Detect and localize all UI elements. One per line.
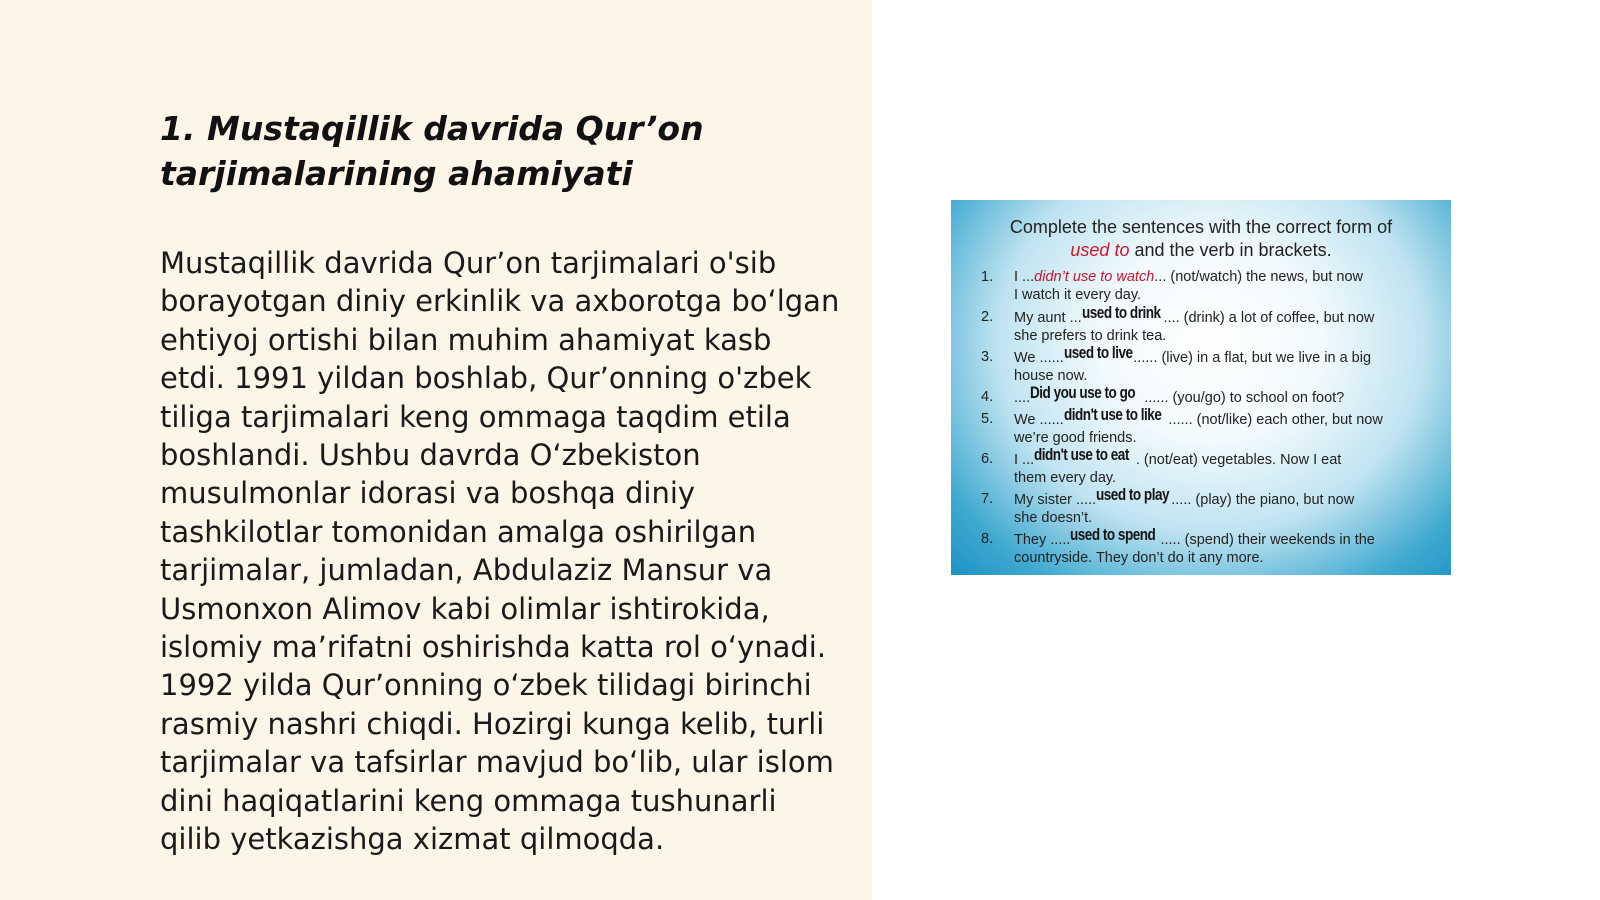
item-text xyxy=(1014,526,1419,567)
item-answer: didn't use to like xyxy=(1063,406,1162,424)
item-text xyxy=(1014,344,1419,385)
item-text xyxy=(1014,304,1419,345)
item-line2: I watch it every day. xyxy=(1014,287,1142,303)
item-suffix: ...... (you/go) to school on foot? xyxy=(1144,390,1345,406)
item-text xyxy=(1014,406,1419,447)
item-prefix: I ... xyxy=(1014,269,1035,285)
item-prefix: We ...... xyxy=(1014,412,1064,428)
item-prefix: We ...... xyxy=(1014,350,1064,366)
item-text xyxy=(1014,268,1419,304)
item-number: 8. xyxy=(981,531,994,547)
item-suffix: ... (not/watch) the news, but now xyxy=(1154,269,1364,285)
item-answer: used to play xyxy=(1096,486,1170,504)
item-prefix: .... xyxy=(1014,390,1031,406)
item-answer: used to drink xyxy=(1081,304,1161,322)
slide-title-line2: tarjimalarining ahamiyati xyxy=(160,154,633,193)
item-line2: she doesn’t. xyxy=(1014,510,1093,526)
item-answer: used to live xyxy=(1063,344,1133,362)
exercise-title-highlight: used to xyxy=(1070,240,1130,260)
item-answer: didn't use to eat xyxy=(1034,446,1129,464)
item-prefix: I ... xyxy=(1014,452,1035,468)
item-suffix: ...... (not/like) each other, but now xyxy=(1168,412,1383,428)
item-prefix: My sister ..... xyxy=(1014,492,1097,508)
item-answer: used to spend xyxy=(1070,526,1156,544)
item-suffix: . (not/eat) vegetables. Now I eat xyxy=(1135,452,1342,468)
item-line2: countryside. They don’t do it any more. xyxy=(1014,550,1264,566)
item-line2: she prefers to drink tea. xyxy=(1014,328,1167,344)
exercise-image xyxy=(951,200,1451,575)
item-suffix: ..... (play) the piano, but now xyxy=(1171,492,1355,508)
item-suffix: .... (drink) a lot of coffee, but now xyxy=(1163,310,1375,326)
item-answer: didn’t use to watch xyxy=(1034,269,1155,285)
exercise-title xyxy=(951,216,1451,262)
exercise-title-part2: and the verb in brackets. xyxy=(1129,240,1332,260)
item-suffix: ...... (live) in a flat, but we live in a big xyxy=(1133,350,1372,366)
exercise-title-part1: Complete the sentences with the correct form of xyxy=(1009,217,1393,237)
slide-body-text: Mustaqillik davrida Qur’on tarjimalari o'sib borayotgan diniy erkinlik va axborotga bo‘lgan ehtiyoj ortishi bilan muhim ahamiyat kasb etdi. 1991 yildan boshlab, Qur’onning o'zbek tiliga tarjimalari keng ommaga taqdim etila boshlandi. Ushbu davrda O‘zbekiston musulmonlar idorasi va boshqa diniy tashkilotlar tomonidan amalga oshirilgan tarjimalar, jumladan, Abdulaziz Mansur va Usmonxon Alimov kabi olimlar ishtirokida, islomiy ma’rifatni oshirishda katta rol o‘ynadi. 1992 yilda Qur’onning o‘zbek tilidagi birinchi rasmiy nashri chiqdi. Hozirgi kunga kelib, turli tarjimalar va tafsirlar mavjud bo‘lib, ular islom dini haqiqatlarini keng ommaga tushunarli qilib yetkazishga xizmat qilmoqda. xyxy=(160,246,840,857)
item-answer: Did you use to go xyxy=(1030,384,1136,402)
item-text xyxy=(1014,446,1419,487)
slide-title-line1: 1. Mustaqillik davrida Qur’on xyxy=(160,109,704,148)
item-suffix: ..... (spend) their weekends in the xyxy=(1160,532,1375,548)
item-number: 5. xyxy=(981,411,994,427)
item-text xyxy=(1014,486,1419,527)
item-line2: house now. xyxy=(1014,368,1088,384)
item-number: 4. xyxy=(981,389,994,405)
item-prefix: My aunt ... xyxy=(1014,310,1082,326)
item-number: 3. xyxy=(981,349,994,365)
slide-title xyxy=(160,106,840,196)
item-prefix: They ..... xyxy=(1014,532,1071,548)
item-number: 7. xyxy=(981,491,994,507)
item-line2: them every day. xyxy=(1014,470,1117,486)
item-number: 6. xyxy=(981,451,994,467)
item-number: 1. xyxy=(981,269,994,285)
item-number: 2. xyxy=(981,309,994,325)
item-line2: we’re good friends. xyxy=(1014,430,1137,446)
item-text xyxy=(1014,384,1419,407)
